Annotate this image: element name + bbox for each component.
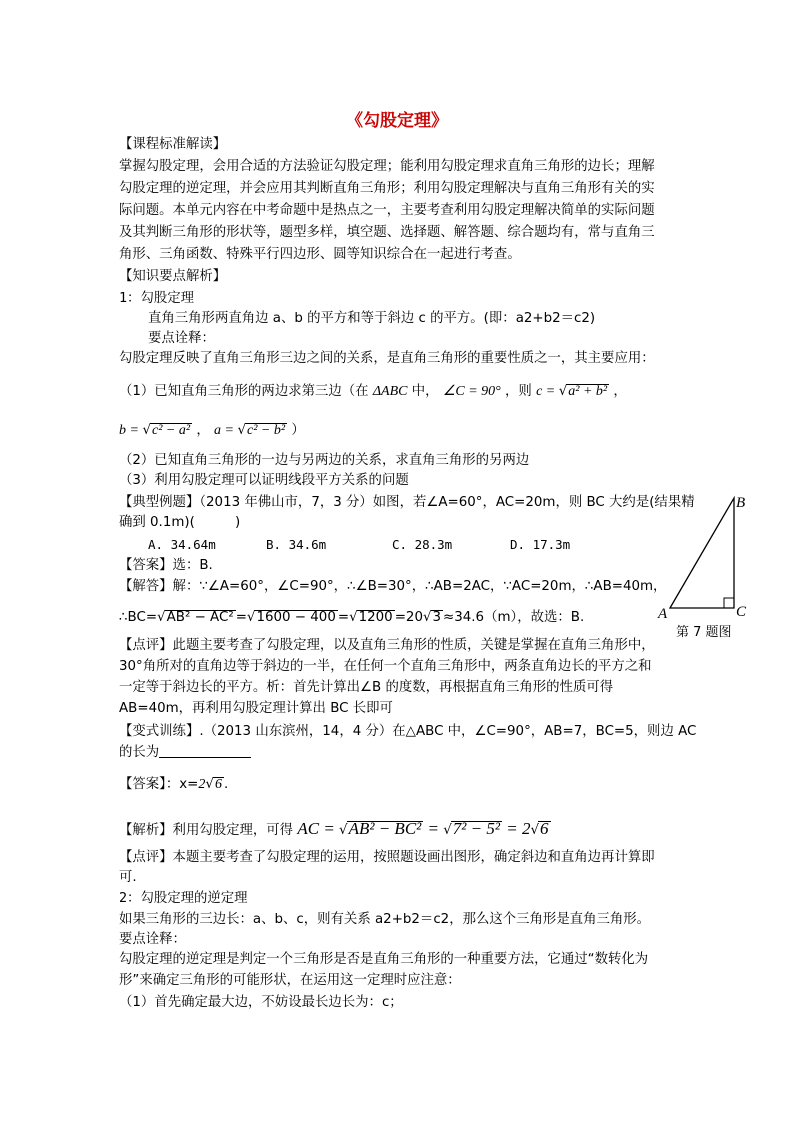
comment-line: AB=40m，再利用勾股定理计算出 BC 长即可 (119, 701, 393, 716)
math-eq: = (423, 819, 444, 838)
triangle-figure (654, 490, 764, 645)
option-d: D. 17.3m (510, 537, 571, 552)
math-radicand: AB² − BC² (348, 819, 422, 838)
triangle-shape (670, 498, 734, 608)
note-label: 要点诠释： (148, 331, 215, 346)
document-title: 《勾股定理》 (346, 111, 448, 131)
math-radicand: c² − b² (246, 423, 286, 438)
vertex-label-c: C (736, 604, 747, 620)
text-run: 中， (411, 384, 439, 399)
math-triangle: ΔABC (372, 384, 408, 399)
sqrt-symbol: √ (422, 610, 432, 625)
note-label: 要点诠释： (119, 932, 186, 947)
variant-line: 【变式训练】.（2013 山东滨州，14，4 分）在△ABC 中，∠C=90°，AB=7，BC=5，则边 AC (119, 724, 697, 739)
paragraph-line: （1）首先确定最大边，不妨设最长边长为：c； (119, 995, 403, 1010)
math-lhs: a = (213, 423, 238, 438)
comment-line: 【点评】本题主要考查了勾股定理的运用，按照题设画出图形，确定斜边和直角边再计算即 (119, 850, 655, 865)
sqrt-symbol: √ (246, 610, 256, 625)
right-angle-mark (724, 598, 734, 608)
sqrt-symbol: √ (142, 423, 151, 438)
math-coef: 2 (198, 777, 206, 792)
math-lhs: c = (536, 384, 559, 399)
answer-line: 【答案】选：B. (119, 558, 213, 573)
figure-caption: 第 7 题图 (676, 625, 732, 640)
sqrt-symbol: √ (157, 610, 166, 625)
text-run: 【答案】：x= (119, 777, 199, 792)
text-run: = (235, 610, 247, 625)
text-run: ，则 (505, 384, 532, 399)
comment-line: 可. (119, 870, 137, 885)
answer-blank (159, 744, 251, 758)
text-run: ） (291, 423, 305, 438)
application-line (119, 383, 627, 401)
paragraph-line: 形”来确定三角形的可能形状，在运用这一定理时应注意： (119, 973, 461, 988)
paragraph-line: 及其判断三角形的形状等，题型多样，填空题、选择题、解答题、综合题均有，常与直角三 (119, 225, 655, 240)
comment-line: 一定等于斜边长的平方。析：首先计算出∠B 的度数，再根据直角三角形的性质可得 (119, 680, 614, 695)
text-run: = (337, 610, 350, 625)
option-a: A. 34.64m (148, 537, 216, 552)
sqrt-symbol: √ (205, 777, 214, 792)
sqrt-symbol: √ (530, 823, 539, 838)
math-radicand: 6 (214, 777, 222, 792)
math-radicand: a² + b² (568, 384, 608, 399)
math-radicand: 7² − 5² (452, 819, 500, 838)
theorem-statement: 如果三角形的三边长：a、b、c，则有关系 a2+b2＝c2，那么这个三角形是直角三角形。 (119, 912, 651, 927)
section-heading-standard: 【课程标准解读】 (119, 137, 227, 152)
solution-formula-line (119, 609, 584, 627)
text-run: 【解析】利用勾股定理，可得 (119, 823, 294, 838)
section-heading-knowledge: 【知识要点解析】 (119, 269, 227, 284)
paragraph-line: 角形、三角函数、特殊平行四边形、圆等知识综合在一起进行考查。 (119, 247, 521, 262)
paragraph-line: 际问题。本单元内容在中考命题中是热点之一，主要考查利用勾股定理解决简单的实际问题 (119, 203, 655, 218)
example-line: 【典型例题】（2013 年佛山市，7，3 分）如图，若∠A=60°，AC=20m，则 BC 大约是(结果精 (119, 495, 695, 510)
subsection-heading: 1：勾股定理 (119, 291, 195, 306)
sqrt-symbol: √ (349, 610, 358, 625)
paragraph-line: 勾股定理反映了直角三角形三边之间的关系，是直角三角形的重要性质之一，其主要应用： (119, 351, 655, 366)
variant-analysis (119, 820, 551, 840)
math-radicand: c² − a² (152, 423, 191, 438)
math-radicand: 6 (540, 819, 549, 838)
triangle-diagram (654, 490, 764, 645)
text-run: （1）已知直角三角形的两边求第三边（在 (119, 384, 369, 399)
variant-line (119, 744, 251, 762)
sqrt-symbol: √ (443, 823, 452, 838)
sqrt-symbol: √ (558, 384, 568, 399)
solution-line: 【解答】解：∵∠A=60°，∠C=90°，∴∠B=30°，∴AB=2AC，∵AC=20m，∴AB=40m， (119, 579, 667, 594)
math-radicand: 1200 (358, 610, 393, 625)
paragraph-line: 掌握勾股定理，会用合适的方法验证勾股定理；能利用勾股定理求直角三角形的边长；理解 (119, 159, 655, 174)
math-radicand: AB² − AC² (166, 610, 234, 625)
sqrt-symbol: √ (339, 823, 348, 838)
application-line: （3）利用勾股定理可以证明线段平方关系的问题 (119, 473, 409, 488)
option-b: B. 34.6m (266, 537, 327, 552)
text-run: =20 (394, 610, 423, 625)
variant-answer (119, 776, 228, 794)
example-line: 确到 0.1m)( ) (119, 515, 241, 530)
text-run: ， (613, 384, 627, 399)
text-run: . (223, 777, 229, 792)
vertex-label-a: A (658, 606, 668, 622)
paragraph-line: 勾股定理的逆定理，并会应用其判断直角三角形；利用勾股定理解决与直角三角形有关的实 (119, 181, 655, 196)
math-lhs: b = (119, 423, 143, 438)
text-run: ， (196, 423, 210, 438)
subsection-heading: 2：勾股定理的逆定理 (119, 891, 248, 906)
text-run: 的长为 (119, 745, 160, 760)
theorem-statement: 直角三角形两直角边 a、b 的平方和等于斜边 c 的平方。(即：a2+b2＝c2) (148, 311, 596, 326)
paragraph-line: 勾股定理的逆定理是判定一个三角形是否是直角三角形的一种重要方法，它通过“数转化为 (119, 952, 649, 967)
vertex-label-b: B (736, 495, 746, 511)
math-radicand: 1600 − 400 (256, 610, 336, 625)
option-c: C. 28.3m (392, 537, 453, 552)
application-line-cont (119, 422, 305, 440)
math-angle: ∠C = 90° (442, 384, 501, 399)
application-line: （2）已知直角三角形的一边与另两边的关系，求直角三角形的另两边 (119, 453, 530, 468)
text-run: ∴BC= (119, 610, 158, 625)
math-result: = 2 (501, 819, 531, 838)
comment-line: 30°角所对的直角边等于斜边的一半，在任何一个直角三角形中，两条直角边长的平方之和 (119, 659, 652, 674)
comment-line: 【点评】此题主要考查了勾股定理，以及直角三角形的性质，关键是掌握在直角三角形中， (119, 638, 655, 653)
math-lhs: AC = (297, 819, 340, 838)
math-radicand: 3 (432, 610, 442, 625)
sqrt-symbol: √ (237, 423, 246, 438)
text-run: ≈34.6（m），故选：B. (443, 610, 585, 625)
